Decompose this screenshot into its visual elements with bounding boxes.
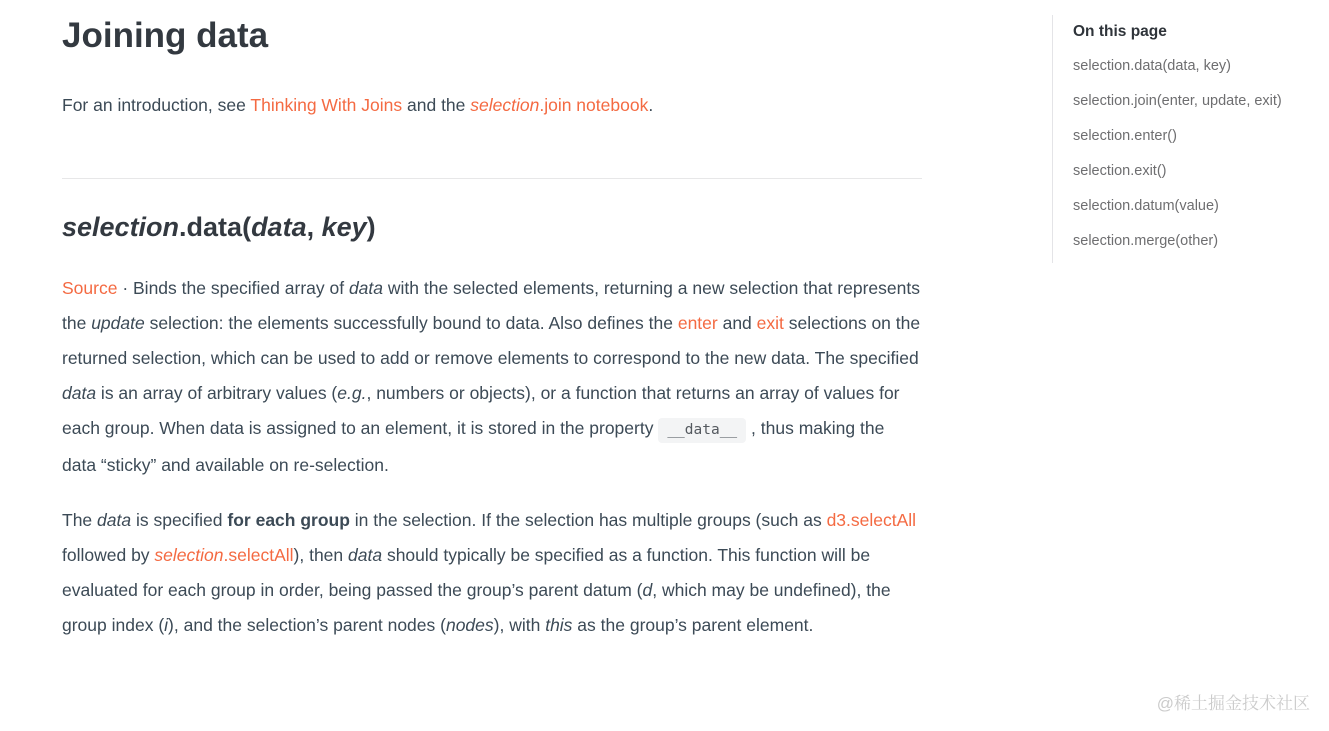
text-segment: , [306, 212, 322, 242]
toc-link-selection-data[interactable]: selection.data(data, key) [1073, 58, 1231, 74]
inline-link[interactable]: Source [62, 278, 118, 298]
text-segment: is specified [131, 510, 228, 530]
text-segment: with the selected elements, returning a new selection that represents the [62, 278, 920, 333]
text-segment: should typically be specified as a function. This function will be evaluated for each group in order, being passed the group’s parent datum ( [62, 545, 871, 600]
toc-item [1073, 189, 1318, 224]
text-segment: and [717, 313, 757, 333]
on-this-page-sidebar [1052, 15, 1318, 263]
toc-list [1073, 49, 1318, 259]
toc-item [1073, 224, 1318, 259]
text-segment: followed by [62, 545, 155, 565]
inline-link[interactable]: enter [677, 313, 718, 333]
inline-link[interactable]: exit [756, 313, 784, 333]
text-segment: selection: the elements successfully bound to data. Also defines the [144, 313, 678, 333]
text-segment: The [62, 510, 98, 530]
section-heading-selection-data [62, 209, 922, 245]
intro-paragraph [62, 88, 922, 123]
text-segment: for each group [227, 510, 350, 530]
text-segment: ), and the selection’s parent nodes ( [168, 615, 446, 635]
text-segment: ) [366, 212, 376, 242]
toc-link-selection-datum[interactable]: selection.datum(value) [1073, 198, 1219, 214]
text-segment: · Binds the specified array of [117, 278, 349, 298]
toc-item [1073, 49, 1318, 84]
watermark: @稀土掘金技术社区 [1156, 694, 1310, 713]
inline-code: __data__ [658, 418, 746, 443]
text-segment: selection [62, 212, 180, 242]
toc-item [1073, 154, 1318, 189]
text-segment: For an introduction, see [62, 95, 251, 115]
text-segment: d [642, 580, 653, 600]
text-segment: and the [402, 95, 471, 115]
inline-link[interactable]: Thinking With Joins [250, 95, 403, 115]
toc-link-selection-exit[interactable]: selection.exit() [1073, 163, 1167, 179]
main-content [62, 0, 922, 643]
text-segment: , thus making the data “sticky” and available on re-selection. [62, 418, 885, 475]
toc-item [1073, 119, 1318, 154]
text-segment: key [321, 212, 367, 242]
inline-link[interactable]: d3.selectAll [826, 510, 917, 530]
toc-item [1073, 84, 1318, 119]
section-divider [62, 178, 922, 179]
text-segment: data [62, 383, 97, 403]
text-segment: update [91, 313, 145, 333]
paragraph-group-description [62, 503, 922, 643]
text-segment: data [97, 510, 132, 530]
text-segment: this [545, 615, 573, 635]
page-title: Joining data [62, 16, 269, 55]
inline-link[interactable]: selection [154, 545, 224, 565]
text-segment: ), then [293, 545, 349, 565]
text-segment: . [648, 95, 654, 115]
text-segment: data [348, 545, 383, 565]
text-segment: ), with [493, 615, 546, 635]
toc-link-selection-join[interactable]: selection.join(enter, update, exit) [1073, 93, 1282, 109]
toc-title: On this page [1073, 23, 1167, 40]
toc-link-selection-merge[interactable]: selection.merge(other) [1073, 233, 1219, 249]
toc-link-selection-enter[interactable]: selection.enter() [1073, 128, 1177, 144]
text-segment: , which may be undefined), the group index ( [62, 580, 891, 635]
inline-link[interactable]: selection [470, 95, 540, 115]
text-segment: as the group’s parent element. [572, 615, 814, 635]
paragraph-data-description [62, 271, 922, 483]
text-segment: in the selection. If the selection has multiple groups (such as [349, 510, 827, 530]
text-segment: selections on the returned selection, which can be used to add or remove elements to correspond to the new data. The specified [62, 313, 921, 368]
text-segment: .data( [179, 212, 252, 242]
text-segment: e.g. [337, 383, 367, 403]
text-segment: data [348, 278, 384, 298]
text-segment: data [251, 212, 307, 242]
text-segment: i [164, 615, 169, 635]
text-segment: nodes [445, 615, 494, 635]
text-segment: is an array of arbitrary values ( [96, 383, 338, 403]
inline-link[interactable]: .join notebook [539, 95, 649, 115]
inline-link[interactable]: .selectAll [223, 545, 294, 565]
text-segment: , numbers or objects), or a function that returns an array of values for each group. When data is assigned to an element, it is stored in the property [62, 383, 900, 438]
